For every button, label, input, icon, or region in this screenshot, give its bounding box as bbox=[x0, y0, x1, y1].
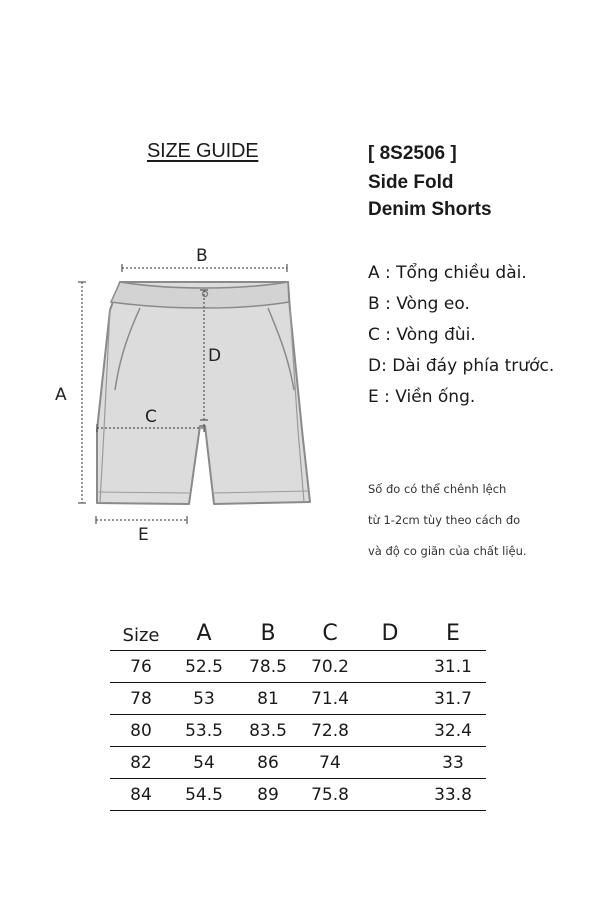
table-row bbox=[110, 779, 486, 811]
table-row bbox=[110, 651, 486, 683]
table-cell: 75.8 bbox=[300, 779, 360, 811]
table-cell: 54.5 bbox=[172, 779, 236, 811]
table-cell: 84 bbox=[110, 779, 172, 811]
table-cell bbox=[360, 715, 420, 747]
label-d: D bbox=[208, 346, 222, 366]
table-cell bbox=[360, 651, 420, 683]
legend-item-d: D: Dài đáy phía trước. bbox=[368, 356, 555, 376]
measurement-note bbox=[368, 474, 593, 567]
shorts-diagram bbox=[0, 230, 360, 560]
table-header-a: A bbox=[172, 612, 236, 651]
table-header-size: Size bbox=[110, 612, 172, 651]
table-cell: 72.8 bbox=[300, 715, 360, 747]
table-cell: 74 bbox=[300, 747, 360, 779]
table-header-e: E bbox=[420, 612, 486, 651]
table-cell: 83.5 bbox=[236, 715, 300, 747]
product-name-line2: Denim Shorts bbox=[368, 199, 492, 220]
table-cell: 78.5 bbox=[236, 651, 300, 683]
table-cell bbox=[360, 747, 420, 779]
legend-item-c: C : Vòng đùi. bbox=[368, 325, 476, 345]
table-cell: 31.1 bbox=[420, 651, 486, 683]
size-guide-title: SIZE GUIDE bbox=[147, 140, 259, 162]
table-header-d: D bbox=[360, 612, 420, 651]
label-a: A bbox=[55, 385, 67, 405]
table-cell: 52.5 bbox=[172, 651, 236, 683]
table-cell: 53 bbox=[172, 683, 236, 715]
table-cell: 81 bbox=[236, 683, 300, 715]
table-header-c: C bbox=[300, 612, 360, 651]
product-name-line1: Side Fold bbox=[368, 172, 454, 193]
label-c: C bbox=[145, 407, 157, 427]
measurement-legend bbox=[368, 258, 554, 413]
note-line-3: và độ co giãn của chất liệu. bbox=[368, 544, 527, 558]
size-table bbox=[110, 612, 486, 811]
note-line-1: Số đo có thể chênh lệch bbox=[368, 482, 507, 496]
table-cell bbox=[360, 683, 420, 715]
table-cell: 33 bbox=[420, 747, 486, 779]
table-row bbox=[110, 683, 486, 715]
table-cell: 82 bbox=[110, 747, 172, 779]
table-cell bbox=[360, 779, 420, 811]
note-line-2: từ 1-2cm tùy theo cách đo bbox=[368, 513, 521, 527]
table-cell: 53.5 bbox=[172, 715, 236, 747]
product-code: [ 8S2506 ] bbox=[368, 143, 457, 164]
table-header-row bbox=[110, 612, 486, 651]
table-cell: 71.4 bbox=[300, 683, 360, 715]
table-cell: 89 bbox=[236, 779, 300, 811]
table-cell: 76 bbox=[110, 651, 172, 683]
table-cell: 78 bbox=[110, 683, 172, 715]
legend-item-b: B : Vòng eo. bbox=[368, 294, 470, 314]
table-cell: 31.7 bbox=[420, 683, 486, 715]
table-cell: 54 bbox=[172, 747, 236, 779]
table-cell: 80 bbox=[110, 715, 172, 747]
table-row bbox=[110, 715, 486, 747]
table-cell: 33.8 bbox=[420, 779, 486, 811]
product-block bbox=[368, 140, 600, 223]
table-cell: 86 bbox=[236, 747, 300, 779]
label-b: B bbox=[196, 246, 208, 266]
table-row bbox=[110, 747, 486, 779]
table-cell: 32.4 bbox=[420, 715, 486, 747]
legend-item-a: A : Tổng chiều dài. bbox=[368, 263, 527, 283]
table-cell: 70.2 bbox=[300, 651, 360, 683]
label-e: E bbox=[138, 525, 149, 545]
table-header-b: B bbox=[236, 612, 300, 651]
legend-item-e: E : Viền ống. bbox=[368, 387, 476, 407]
